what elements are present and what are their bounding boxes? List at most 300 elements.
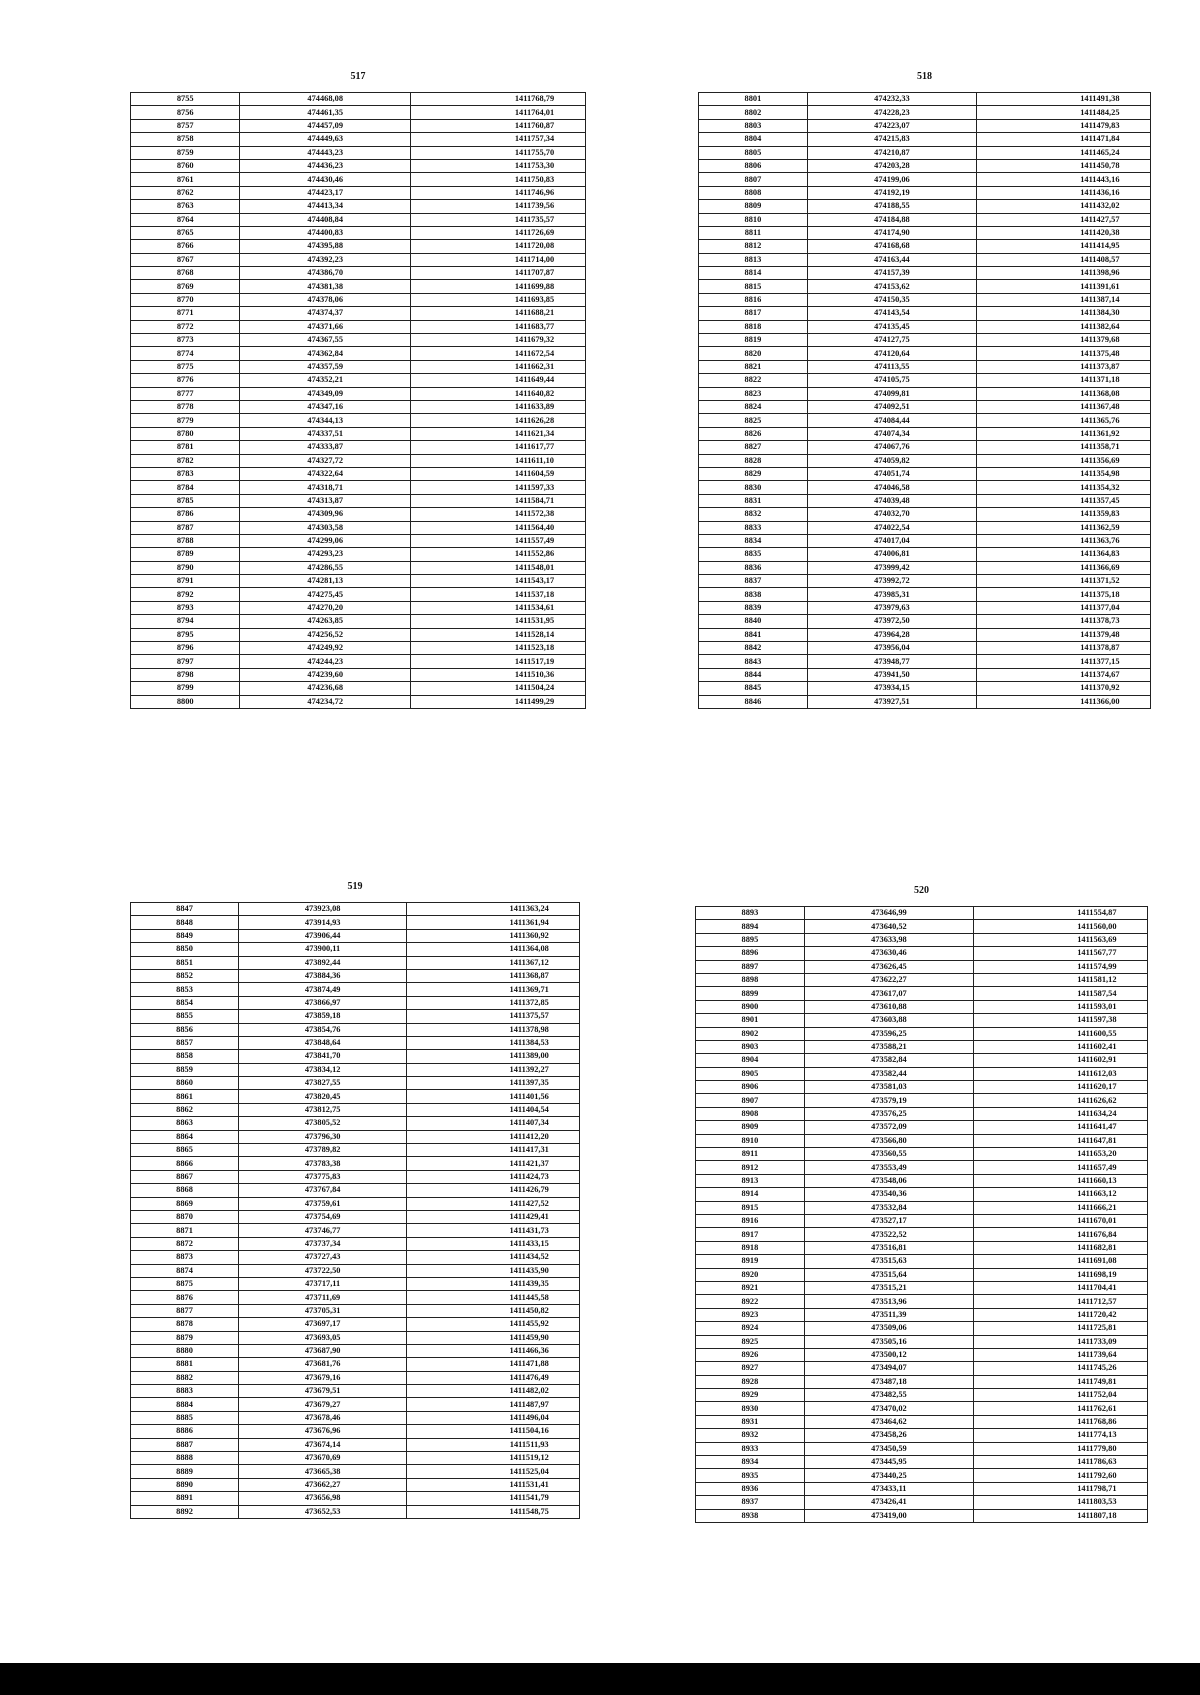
table-row [696, 1054, 1148, 1067]
point-number-cell: 8911 [696, 1148, 805, 1161]
x-coordinate-cell: 473754,69 [239, 1210, 407, 1223]
y-coordinate-cell [407, 1090, 580, 1103]
point-number-cell: 8765 [131, 226, 240, 239]
point-number-cell: 8825 [699, 414, 808, 427]
point-number-cell: 8938 [696, 1509, 805, 1522]
x-coordinate-cell: 473805,52 [239, 1117, 407, 1130]
point-number-cell: 8914 [696, 1188, 805, 1201]
point-number-cell: 8808 [699, 186, 808, 199]
y-coordinate-cell [974, 1148, 1148, 1161]
y-coordinate-value: 1411602,41 [1077, 1042, 1117, 1052]
x-coordinate-cell: 473652,53 [239, 1505, 407, 1518]
x-coordinate-cell: 474199,06 [807, 173, 976, 186]
y-coordinate-cell [977, 601, 1151, 614]
y-coordinate-cell [407, 1331, 580, 1344]
y-coordinate-value: 1411361,94 [509, 917, 549, 927]
y-coordinate-value: 1411739,64 [1077, 1350, 1117, 1360]
x-coordinate-cell: 474022,54 [807, 521, 976, 534]
point-number-cell: 8922 [696, 1295, 805, 1308]
y-coordinate-cell [407, 1411, 580, 1424]
x-coordinate-cell: 473900,11 [239, 943, 407, 956]
table-row [699, 628, 1151, 641]
x-coordinate-cell: 473727,43 [239, 1251, 407, 1264]
point-number-cell: 8868 [131, 1184, 239, 1197]
x-coordinate-cell: 474228,23 [807, 106, 976, 119]
table-row [131, 1411, 580, 1424]
table-row [696, 1496, 1148, 1509]
x-coordinate-cell: 473678,46 [239, 1411, 407, 1424]
y-coordinate-cell [977, 213, 1151, 226]
x-coordinate-cell: 473767,84 [239, 1184, 407, 1197]
x-coordinate-cell: 474430,46 [240, 173, 411, 186]
y-coordinate-cell [410, 334, 585, 347]
y-coordinate-value: 1411660,13 [1077, 1176, 1117, 1185]
y-coordinate-cell [977, 427, 1151, 440]
point-number-cell: 8783 [131, 467, 240, 480]
y-coordinate-cell [407, 1023, 580, 1036]
y-coordinate-value: 1411504,24 [514, 683, 555, 693]
x-coordinate-cell: 474392,23 [240, 253, 411, 266]
point-number-cell: 8779 [131, 414, 240, 427]
x-coordinate-cell: 474344,13 [240, 414, 411, 427]
y-coordinate-value: 1411712,57 [1077, 1296, 1117, 1306]
y-coordinate-cell [410, 601, 585, 614]
x-coordinate-cell: 473515,64 [804, 1268, 973, 1281]
point-number-cell: 8905 [696, 1067, 805, 1080]
y-coordinate-cell [974, 1429, 1148, 1442]
point-number-cell: 8904 [696, 1054, 805, 1067]
y-coordinate-cell [974, 1295, 1148, 1308]
x-coordinate-cell: 473737,34 [239, 1237, 407, 1250]
y-coordinate-value: 1411375,48 [1080, 348, 1120, 358]
y-coordinate-value: 1411377,04 [1080, 603, 1120, 613]
x-coordinate-cell: 474039,48 [807, 494, 976, 507]
x-coordinate-cell: 474436,23 [240, 159, 411, 172]
x-coordinate-cell: 474374,37 [240, 307, 411, 320]
point-number-cell: 8871 [131, 1224, 239, 1237]
coordinate-page-517 [130, 70, 586, 709]
point-number-cell: 8936 [696, 1482, 805, 1495]
table-row [131, 548, 586, 561]
y-coordinate-cell [977, 548, 1151, 561]
y-coordinate-cell [974, 1415, 1148, 1428]
y-coordinate-cell [977, 467, 1151, 480]
point-number-cell: 8874 [131, 1264, 239, 1277]
y-coordinate-cell [977, 655, 1151, 668]
y-coordinate-value: 1411487,97 [509, 1399, 549, 1409]
x-coordinate-cell: 473985,31 [807, 588, 976, 601]
point-number-cell: 8869 [131, 1197, 239, 1210]
point-number-cell: 8923 [696, 1308, 805, 1321]
y-coordinate-cell [977, 374, 1151, 387]
point-number-cell: 8848 [131, 916, 239, 929]
table-row [131, 1291, 580, 1304]
table-row [696, 1482, 1148, 1495]
x-coordinate-cell: 474223,07 [807, 119, 976, 132]
x-coordinate-cell: 474105,75 [807, 374, 976, 387]
point-number-cell: 8842 [699, 642, 808, 655]
table-row [131, 996, 580, 1009]
point-number-cell: 8820 [699, 347, 808, 360]
point-number-cell: 8917 [696, 1228, 805, 1241]
table-row [131, 1010, 580, 1023]
table-row [131, 334, 586, 347]
x-coordinate-cell: 474468,08 [240, 93, 411, 106]
y-coordinate-value: 1411528,14 [514, 629, 555, 639]
point-number-cell: 8925 [696, 1335, 805, 1348]
y-coordinate-value: 1411679,32 [514, 335, 555, 345]
x-coordinate-cell: 473866,97 [239, 996, 407, 1009]
x-coordinate-cell: 474256,52 [240, 628, 411, 641]
table-row [696, 987, 1148, 1000]
point-number-cell: 8777 [131, 387, 240, 400]
x-coordinate-cell: 474168,68 [807, 240, 976, 253]
x-coordinate-cell: 473470,02 [804, 1402, 973, 1415]
table-row [699, 374, 1151, 387]
y-coordinate-cell [974, 960, 1148, 973]
table-row [696, 1241, 1148, 1254]
point-number-cell: 8810 [699, 213, 808, 226]
x-coordinate-cell: 474074,34 [807, 427, 976, 440]
point-number-cell: 8771 [131, 307, 240, 320]
y-coordinate-cell [407, 1224, 580, 1237]
y-coordinate-value: 1411587,54 [1077, 988, 1117, 998]
y-coordinate-value: 1411427,57 [1080, 214, 1120, 224]
table-row [696, 1067, 1148, 1080]
point-number-cell: 8860 [131, 1077, 239, 1090]
coordinate-table [130, 902, 580, 1519]
y-coordinate-cell [410, 186, 585, 199]
point-number-cell: 8823 [699, 387, 808, 400]
table-row [699, 213, 1151, 226]
x-coordinate-cell: 473674,14 [239, 1438, 407, 1451]
table-row [131, 1036, 580, 1049]
table-row [131, 280, 586, 293]
y-coordinate-cell [410, 307, 585, 320]
x-coordinate-cell: 474313,87 [240, 494, 411, 507]
point-number-cell: 8830 [699, 481, 808, 494]
point-number-cell: 8817 [699, 307, 808, 320]
y-coordinate-cell [407, 903, 580, 916]
table-row [131, 969, 580, 982]
table-row [131, 1438, 580, 1451]
y-coordinate-cell [410, 615, 585, 628]
y-coordinate-value: 1411471,88 [509, 1359, 549, 1369]
y-coordinate-value: 1411720,42 [1077, 1309, 1117, 1319]
point-number-cell: 8807 [699, 173, 808, 186]
x-coordinate-cell: 473964,28 [807, 628, 976, 641]
y-coordinate-cell [977, 454, 1151, 467]
point-number-cell: 8910 [696, 1134, 805, 1147]
point-number-cell: 8774 [131, 347, 240, 360]
y-coordinate-cell [410, 534, 585, 547]
y-coordinate-cell [974, 1067, 1148, 1080]
y-coordinate-value: 1411745,26 [1077, 1363, 1117, 1373]
y-coordinate-value: 1411370,92 [1080, 683, 1120, 693]
y-coordinate-value: 1411408,57 [1080, 254, 1120, 264]
table-row [131, 601, 586, 614]
x-coordinate-cell: 473679,27 [239, 1398, 407, 1411]
x-coordinate-cell: 474113,55 [807, 360, 976, 373]
x-coordinate-cell: 474192,19 [807, 186, 976, 199]
y-coordinate-cell [410, 133, 585, 146]
y-coordinate-value: 1411378,98 [509, 1024, 549, 1034]
point-number-cell: 8791 [131, 575, 240, 588]
table-row [696, 1322, 1148, 1335]
point-number-cell: 8839 [699, 601, 808, 614]
page-number: 520 [914, 885, 929, 896]
point-number-cell: 8793 [131, 601, 240, 614]
y-coordinate-cell [410, 642, 585, 655]
y-coordinate-cell [410, 159, 585, 172]
table-row [696, 1040, 1148, 1053]
y-coordinate-value: 1411366,00 [1080, 696, 1120, 706]
y-coordinate-value: 1411682,81 [1077, 1242, 1117, 1252]
x-coordinate-cell: 474234,72 [240, 695, 411, 708]
x-coordinate-cell: 474249,92 [240, 642, 411, 655]
y-coordinate-cell [977, 628, 1151, 641]
table-row [131, 588, 586, 601]
y-coordinate-cell [410, 280, 585, 293]
y-coordinate-value: 1411647,81 [1077, 1135, 1117, 1145]
y-coordinate-value: 1411384,30 [1080, 308, 1120, 318]
table-row [696, 1281, 1148, 1294]
table-row [699, 655, 1151, 668]
x-coordinate-cell: 473603,88 [804, 1014, 973, 1027]
x-coordinate-cell: 473433,11 [804, 1482, 973, 1495]
x-coordinate-cell: 473494,07 [804, 1362, 973, 1375]
x-coordinate-cell: 473972,50 [807, 615, 976, 628]
y-coordinate-cell [977, 441, 1151, 454]
x-coordinate-cell: 474135,45 [807, 320, 976, 333]
table-row [131, 1197, 580, 1210]
point-number-cell: 8833 [699, 521, 808, 534]
point-number-cell: 8762 [131, 186, 240, 199]
y-coordinate-cell [407, 1170, 580, 1183]
table-row [696, 1214, 1148, 1227]
y-coordinate-value: 1411600,55 [1077, 1028, 1117, 1038]
y-coordinate-value: 1411755,70 [514, 147, 555, 157]
x-coordinate-cell: 473956,04 [807, 642, 976, 655]
y-coordinate-cell [410, 508, 585, 521]
table-row [131, 106, 586, 119]
y-coordinate-cell [977, 494, 1151, 507]
point-number-cell: 8926 [696, 1348, 805, 1361]
y-coordinate-cell [974, 1188, 1148, 1201]
x-coordinate-cell: 474395,88 [240, 240, 411, 253]
y-coordinate-value: 1411762,61 [1077, 1403, 1117, 1413]
x-coordinate-cell: 473854,76 [239, 1023, 407, 1036]
y-coordinate-value: 1411407,34 [509, 1118, 549, 1128]
y-coordinate-value: 1411368,87 [509, 971, 549, 981]
y-coordinate-cell [410, 347, 585, 360]
x-coordinate-cell: 474244,23 [240, 655, 411, 668]
y-coordinate-cell [977, 159, 1151, 172]
point-number-cell: 8915 [696, 1201, 805, 1214]
point-number-cell: 8769 [131, 280, 240, 293]
table-row [131, 1251, 580, 1264]
table-row [131, 1371, 580, 1384]
x-coordinate-cell: 474322,64 [240, 467, 411, 480]
y-coordinate-cell [407, 1505, 580, 1518]
y-coordinate-value: 1411363,76 [1080, 536, 1120, 546]
table-row [131, 1144, 580, 1157]
y-coordinate-value: 1411476,49 [509, 1372, 549, 1382]
y-coordinate-cell [410, 374, 585, 387]
point-number-cell: 8828 [699, 454, 808, 467]
y-coordinate-cell [410, 494, 585, 507]
table-row [696, 960, 1148, 973]
page-number: 518 [917, 71, 932, 82]
y-coordinate-cell [407, 943, 580, 956]
y-coordinate-value: 1411633,89 [514, 402, 555, 412]
y-coordinate-value: 1411640,82 [514, 388, 555, 398]
y-coordinate-value: 1411519,12 [509, 1453, 549, 1463]
table-row [696, 1121, 1148, 1134]
point-number-cell: 8872 [131, 1237, 239, 1250]
point-number-cell: 8767 [131, 253, 240, 266]
x-coordinate-cell: 473566,80 [804, 1134, 973, 1147]
y-coordinate-cell [410, 454, 585, 467]
y-coordinate-value: 1411471,84 [1080, 134, 1120, 144]
point-number-cell: 8880 [131, 1344, 239, 1357]
y-coordinate-value: 1411611,10 [515, 455, 554, 465]
y-coordinate-cell [407, 916, 580, 929]
y-coordinate-cell [407, 1398, 580, 1411]
table-row [699, 400, 1151, 413]
y-coordinate-cell [410, 173, 585, 186]
x-coordinate-cell: 474357,59 [240, 360, 411, 373]
point-number-cell: 8885 [131, 1411, 239, 1424]
x-coordinate-cell: 473665,38 [239, 1465, 407, 1478]
table-row [131, 682, 586, 695]
table-row [131, 1505, 580, 1518]
x-coordinate-cell: 474457,09 [240, 119, 411, 132]
x-coordinate-cell: 473513,96 [804, 1295, 973, 1308]
x-coordinate-cell: 474309,96 [240, 508, 411, 521]
y-coordinate-cell [407, 1385, 580, 1398]
y-coordinate-cell [977, 481, 1151, 494]
scan-bottom-edge [0, 1663, 1200, 1695]
table-row [131, 1157, 580, 1170]
table-row [696, 1375, 1148, 1388]
x-coordinate-cell: 473948,77 [807, 655, 976, 668]
y-coordinate-value: 1411479,83 [1080, 120, 1120, 130]
point-number-cell: 8864 [131, 1130, 239, 1143]
point-number-cell: 8933 [696, 1442, 805, 1455]
y-coordinate-value: 1411554,87 [1077, 908, 1117, 918]
x-coordinate-cell: 473450,59 [804, 1442, 973, 1455]
y-coordinate-value: 1411626,28 [514, 415, 555, 425]
y-coordinate-value: 1411672,54 [514, 348, 555, 358]
y-coordinate-value: 1411593,01 [1077, 1001, 1117, 1011]
y-coordinate-value: 1411404,54 [509, 1105, 549, 1115]
table-row [699, 575, 1151, 588]
point-number-cell: 8811 [699, 226, 808, 239]
x-coordinate-cell: 473687,90 [239, 1344, 407, 1357]
x-coordinate-cell: 473622,27 [804, 973, 973, 986]
table-row [699, 200, 1151, 213]
point-number-cell: 8870 [131, 1210, 239, 1223]
point-number-cell: 8761 [131, 173, 240, 186]
y-coordinate-value: 1411698,19 [1077, 1269, 1117, 1279]
y-coordinate-value: 1411433,15 [509, 1238, 549, 1248]
y-coordinate-cell [407, 1103, 580, 1116]
y-coordinate-value: 1411752,04 [1077, 1390, 1117, 1400]
point-number-cell: 8937 [696, 1496, 805, 1509]
table-row [131, 534, 586, 547]
point-number-cell: 8843 [699, 655, 808, 668]
table-row [696, 1509, 1148, 1522]
y-coordinate-value: 1411597,33 [514, 482, 555, 492]
y-coordinate-value: 1411443,16 [1080, 174, 1120, 184]
table-row [696, 1456, 1148, 1469]
x-coordinate-cell: 473874,49 [239, 983, 407, 996]
point-number-cell: 8803 [699, 119, 808, 132]
y-coordinate-value: 1411366,69 [1080, 562, 1120, 572]
y-coordinate-value: 1411786,63 [1077, 1457, 1117, 1467]
x-coordinate-cell: 474352,21 [240, 374, 411, 387]
coordinate-table [130, 92, 586, 709]
x-coordinate-cell: 473509,06 [804, 1322, 973, 1335]
table-row [131, 508, 586, 521]
y-coordinate-value: 1411531,95 [514, 616, 555, 626]
point-number-cell: 8841 [699, 628, 808, 641]
x-coordinate-cell: 473717,11 [239, 1277, 407, 1290]
point-number-cell: 8795 [131, 628, 240, 641]
point-number-cell: 8835 [699, 548, 808, 561]
point-number-cell: 8900 [696, 1000, 805, 1013]
point-number-cell: 8862 [131, 1103, 239, 1116]
y-coordinate-value: 1411379,48 [1080, 629, 1120, 639]
point-number-cell: 8884 [131, 1398, 239, 1411]
y-coordinate-value: 1411450,78 [1080, 161, 1120, 171]
point-number-cell: 8805 [699, 146, 808, 159]
point-number-cell: 8851 [131, 956, 239, 969]
point-number-cell: 8867 [131, 1170, 239, 1183]
y-coordinate-value: 1411750,83 [514, 174, 555, 184]
table-row [699, 561, 1151, 574]
y-coordinate-cell [407, 1197, 580, 1210]
table-row [131, 159, 586, 172]
point-number-cell: 8776 [131, 374, 240, 387]
y-coordinate-cell [407, 983, 580, 996]
y-coordinate-value: 1411459,90 [509, 1332, 549, 1342]
y-coordinate-cell [974, 1161, 1148, 1174]
y-coordinate-value: 1411757,34 [514, 134, 555, 144]
y-coordinate-value: 1411760,87 [514, 120, 555, 130]
table-row [131, 173, 586, 186]
point-number-cell: 8891 [131, 1492, 239, 1505]
y-coordinate-value: 1411374,67 [1080, 669, 1120, 679]
table-row [696, 1362, 1148, 1375]
y-coordinate-cell [977, 561, 1151, 574]
table-row [131, 1318, 580, 1331]
page-number: 517 [350, 71, 366, 82]
y-coordinate-value: 1411720,08 [514, 241, 555, 251]
x-coordinate-cell: 474032,70 [807, 508, 976, 521]
y-coordinate-cell [410, 253, 585, 266]
y-coordinate-value: 1411414,95 [1080, 241, 1120, 251]
y-coordinate-cell [407, 1036, 580, 1049]
y-coordinate-value: 1411435,90 [509, 1265, 549, 1275]
x-coordinate-cell: 473596,25 [804, 1027, 973, 1040]
table-row [131, 267, 586, 280]
y-coordinate-cell [977, 267, 1151, 280]
table-row [699, 347, 1151, 360]
table-row [131, 427, 586, 440]
y-coordinate-cell [974, 1027, 1148, 1040]
